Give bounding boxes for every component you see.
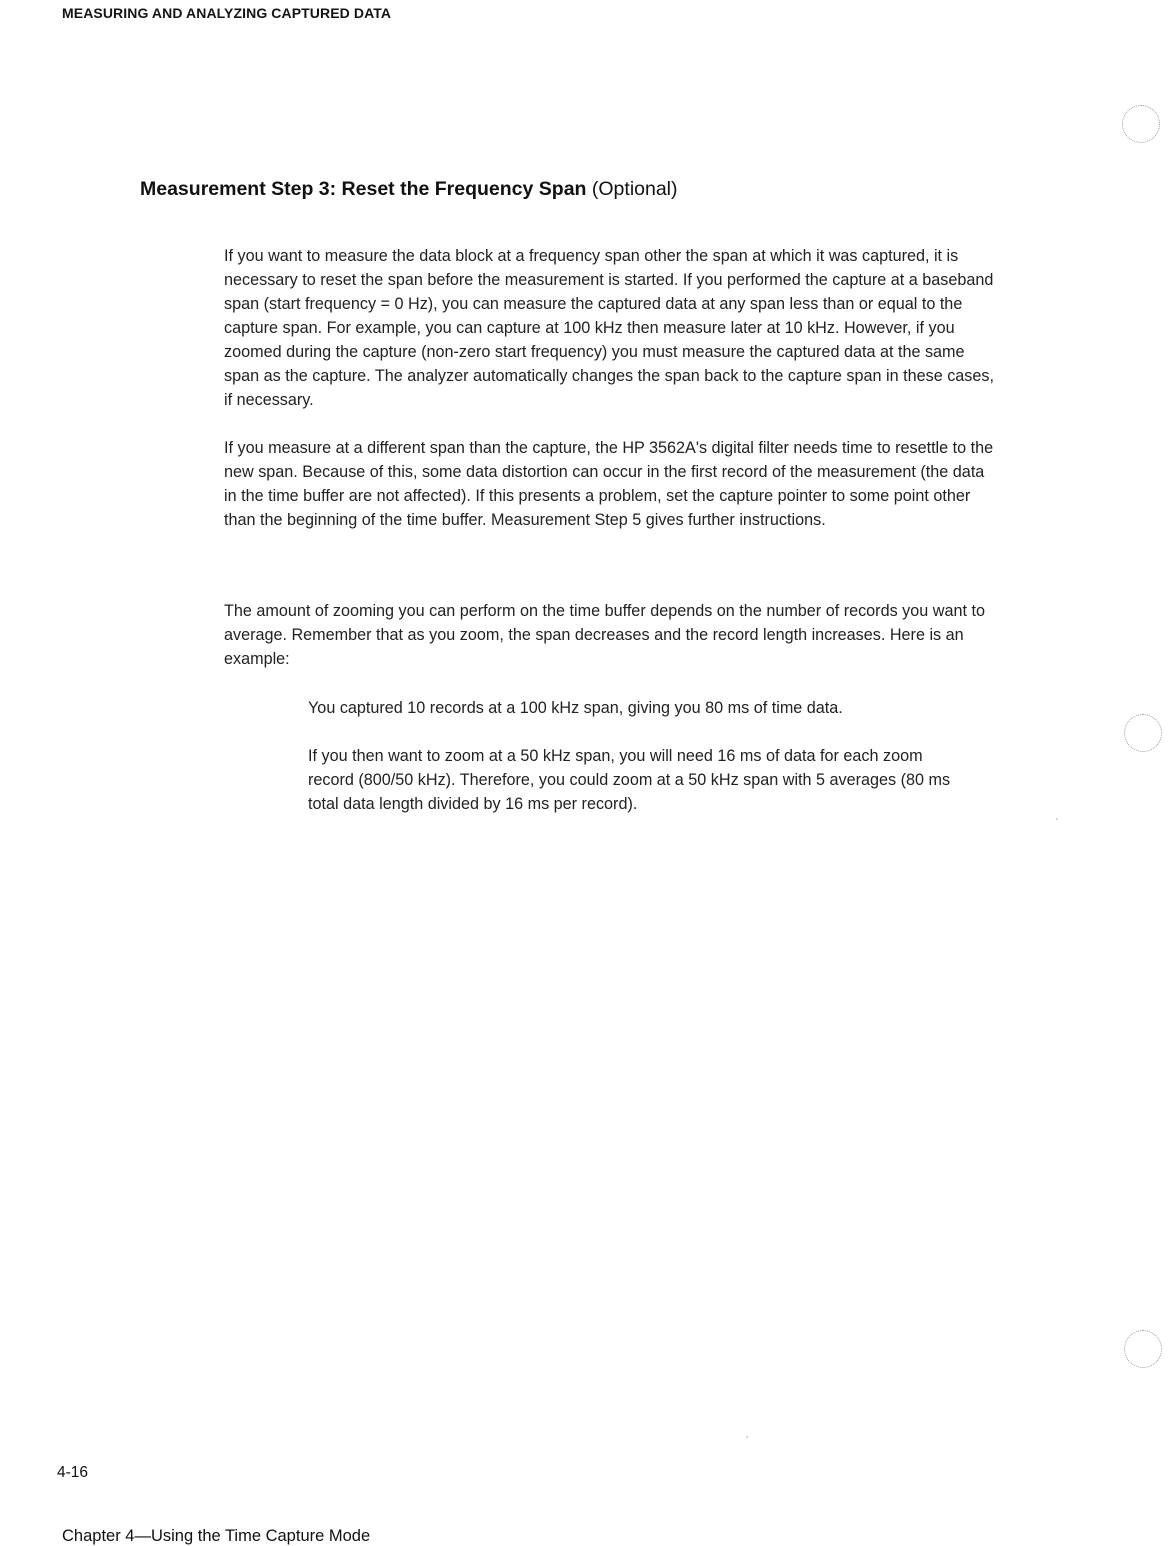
punch-hole-bottom [1124,1330,1162,1368]
paragraph-reset-span: If you want to measure the data block at a frequency span other the span at which it was captured, it is necessary to reset the span before the measurement is started. If you performed the capture at a baseband span (start frequency = 0 Hz), you can measure the captured data at any span less than or equal to the capture span. For example, you can capture at 100 kHz then measure later at 10 kHz. However, if you zoomed during the capture (non-zero start frequency) you must measure the captured data at the same span as the capture. The analyzer automatically changes the span back to the capture span in these cases, if necessary. [224,247,994,409]
chapter-footer: Chapter 4—Using the Time Capture Mode [62,1527,371,1545]
section-heading-title: Measurement Step 3: Reset the Frequency Span [140,178,587,200]
running-header: MEASURING AND ANALYZING CAPTURED DATA [62,5,392,21]
paragraph-zoom-amount: The amount of zooming you can perform on the time buffer depends on the number of records you want to average. Remember that as you zoom, the span decreases and the record length increases. Here is an example: [224,602,985,668]
scan-speck [1056,818,1058,820]
scan-speck [746,1436,748,1438]
page-number: 4-16 [57,1464,89,1481]
paragraph-digital-filter: If you measure at a different span than the capture, the HP 3562A's digital filter needs time to resettle to the new span. Because of this, some data distortion can occur in the first record of the measurement (the data in the time buffer are not affected). If this presents a problem, set the capture pointer to some point other than the beginning of the time buffer. Measurement Step 5 gives further instructions. [224,439,994,529]
section-heading [140,178,678,201]
section-heading-optional: (Optional) [591,178,678,200]
punch-hole-middle [1124,714,1162,752]
example-capture: You captured 10 records at a 100 kHz span, giving you 80 ms of time data. [308,699,843,717]
punch-hole-top [1122,105,1160,143]
example-zoom: If you then want to zoom at a 50 kHz span, you will need 16 ms of data for each zoom record (800/50 kHz). Therefore, you could zoom at a 50 kHz span with 5 averages (80 ms total data length divided by 16 ms per record). [308,747,951,813]
